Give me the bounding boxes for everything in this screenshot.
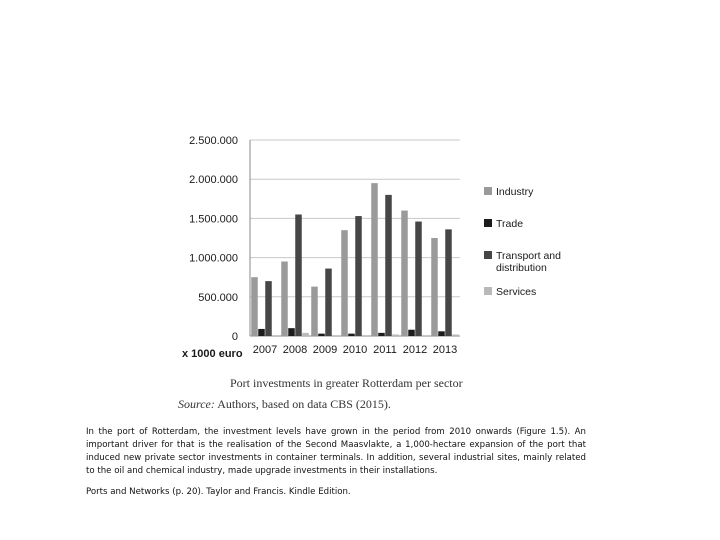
y-tick-label: 0 [231,331,238,343]
bar-services-2010 [362,335,369,336]
bar-trade-2008 [288,328,295,336]
bar-trade-2011 [378,333,385,336]
bar-trade-2007 [258,329,265,336]
x-tick-label: 2009 [312,344,338,356]
x-tick-label: 2007 [252,344,278,356]
legend-label: Trade [496,218,524,230]
y-tick-label: 2.500.000 [189,135,238,147]
legend-label: Transport and [496,250,561,262]
bar-industry-2007 [251,277,258,336]
bar-industry-2011 [371,183,378,336]
bar-industry-2012 [401,211,408,336]
figure-source [178,397,391,412]
bar-industry-2008 [281,262,288,336]
legend-label: Industry [496,186,534,198]
bar-services-2009 [332,335,339,336]
y-tick-label: 1.500.000 [189,213,238,226]
bar-transport-and-distribution-2008 [295,214,302,336]
bar-trade-2013 [438,331,445,336]
x-tick-label: 2010 [342,344,368,356]
y-tick-label: 2.000.000 [189,174,238,187]
bar-services-2013 [452,334,459,336]
bar-transport-and-distribution-2009 [325,269,332,336]
y-axis-unit-label: x 1000 euro [182,348,243,360]
bar-trade-2010 [348,334,355,336]
x-tick-label: 2011 [373,344,397,356]
bar-chart [170,128,590,378]
bar-services-2011 [392,334,399,336]
source-text: Authors, based on data CBS (2015). [214,397,391,411]
source-label: Source: [178,397,215,411]
bar-industry-2013 [431,238,438,336]
legend-swatch [484,287,492,295]
legend-label: Services [496,286,537,298]
bar-transport-and-distribution-2007 [265,281,272,336]
bar-transport-and-distribution-2011 [385,195,392,336]
x-tick-label: 2012 [402,344,428,356]
x-tick-label: 2008 [282,344,308,356]
x-tick-label: 2013 [432,344,458,356]
bar-transport-and-distribution-2013 [445,229,452,336]
chart-container [170,128,590,378]
bar-services-2008 [302,333,309,336]
y-tick-label: 500.000 [198,291,238,304]
bar-industry-2010 [341,230,348,336]
bar-trade-2009 [318,334,325,336]
bar-trade-2012 [408,330,415,336]
citation: Ports and Networks (p. 20). Taylor and Francis. Kindle Edition. [86,487,351,497]
bar-services-2012 [422,335,429,336]
legend-swatch [484,251,492,259]
legend-label: distribution [496,262,547,274]
legend-swatch [484,219,492,227]
figure-caption: Port investments in greater Rotterdam per sector [230,376,463,390]
y-tick-label: 1.000.000 [189,252,238,265]
bar-industry-2009 [311,287,318,336]
bar-services-2007 [272,335,279,336]
bar-transport-and-distribution-2010 [355,216,362,336]
bar-transport-and-distribution-2012 [415,222,422,336]
body-paragraph: In the port of Rotterdam, the investment levels have grown in the period from 2010 onwards (Figure 1.5). An important driver for that is the realisation of the Second Maasvlakte, a 1,000-hectare expansion of the port that induced new private sector investments in container terminals. In addition, several industrial sites, mainly related to the oil and chemical industry, made upgrade investments in their installations. [86,427,586,476]
legend-swatch [484,187,492,195]
